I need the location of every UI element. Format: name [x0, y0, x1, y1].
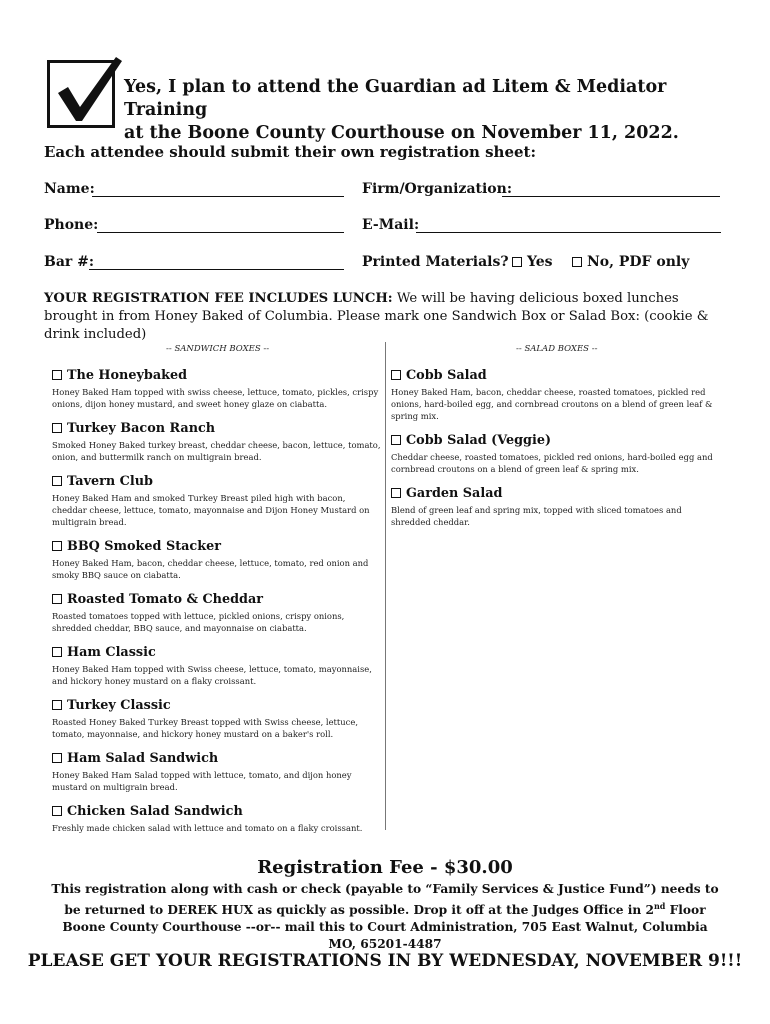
- sandwich-option[interactable]: [52, 645, 382, 687]
- attendance-checkbox[interactable]: [47, 60, 115, 128]
- firm-field[interactable]: [502, 196, 720, 197]
- sandwich-checkbox[interactable]: [52, 753, 62, 763]
- sandwich-name: Roasted Tomato & Cheddar: [52, 592, 382, 607]
- sandwich-description: Honey Baked Ham topped with Swiss cheese, lettuce, tomato, mayonnaise, and hickory honey mustard on a flaky croissant.: [52, 664, 372, 686]
- salad-checkbox[interactable]: [391, 435, 401, 445]
- salad-description: Blend of green leaf and spring mix, topped with sliced tomatoes and shredded cheddar.: [391, 505, 682, 527]
- sandwich-name: Ham Salad Sandwich: [52, 751, 382, 766]
- lunch-intro-text: We will be having delicious boxed lunches brought in from Honey Baked of Columbia. Please mark one Sandwich Box or Salad Box: (cookie & drink included): [44, 291, 709, 342]
- title-line-1: Yes, I plan to attend the Guardian ad Litem & Mediator Training: [124, 77, 667, 120]
- sandwich-option[interactable]: [52, 539, 382, 581]
- sandwich-checkbox[interactable]: [52, 476, 62, 486]
- email-label: E-Mail:: [362, 217, 420, 233]
- sandwich-checkbox[interactable]: [52, 806, 62, 816]
- sandwich-description: Roasted Honey Baked Turkey Breast topped with Swiss cheese, lettuce, tomato, mayonnaise, and hickory honey mustard on a baker's roll.: [52, 717, 358, 739]
- firm-label: Firm/Organization:: [362, 181, 512, 197]
- sandwich-option[interactable]: [52, 698, 382, 740]
- bar-field[interactable]: [89, 269, 344, 270]
- yes-label: Yes: [527, 254, 553, 270]
- instruction-text: Each attendee should submit their own registration sheet:: [44, 143, 537, 161]
- printed-materials-label: Printed Materials?: [362, 254, 509, 270]
- phone-field[interactable]: [97, 232, 344, 233]
- yes-checkbox[interactable]: [512, 257, 522, 267]
- salad-option[interactable]: [391, 368, 721, 422]
- sandwich-checkbox[interactable]: [52, 700, 62, 710]
- return-instructions: This registration along with cash or check (payable to “Family Services & Justice Fund”) needs to be returned to DEREK HUX as quickly as possible. Drop it off at the Judges Office in 2nd Floor Boone County Courthouse --or-- mail this to Court Administration, 705 East Walnut, Columbia MO, 65201-4487: [51, 882, 719, 952]
- name-label: Name:: [44, 181, 95, 197]
- sandwich-option[interactable]: [52, 592, 382, 634]
- sandwich-name: Chicken Salad Sandwich: [52, 804, 382, 819]
- sandwich-checkbox[interactable]: [52, 647, 62, 657]
- sandwich-column-heading: -- SANDWICH BOXES --: [166, 344, 270, 354]
- salad-name: Garden Salad: [391, 486, 721, 501]
- salad-description: Honey Baked Ham, bacon, cheddar cheese, roasted tomatoes, pickled red onions, hard-boiled egg, and cornbread croutons on a blend of green leaf & spring mix.: [391, 387, 713, 421]
- sandwich-option[interactable]: [52, 474, 382, 528]
- sandwich-description: Honey Baked Ham and smoked Turkey Breast piled high with bacon, cheddar cheese, lettuce, tomato, mayonnaise and Dijon Honey Mustard on multigrain bread.: [52, 493, 370, 527]
- lunch-intro: [44, 290, 734, 344]
- sandwich-description: Smoked Honey Baked turkey breast, cheddar cheese, bacon, lettuce, tomato, onion, and buttermilk ranch on multigrain bread.: [52, 440, 381, 462]
- printed-yes-option[interactable]: [512, 254, 553, 270]
- salad-checkbox[interactable]: [391, 488, 401, 498]
- sandwich-option[interactable]: [52, 368, 382, 410]
- sandwich-checkbox[interactable]: [52, 541, 62, 551]
- sandwich-name: Turkey Bacon Ranch: [52, 421, 382, 436]
- sandwich-option[interactable]: [52, 421, 382, 463]
- salad-option[interactable]: [391, 433, 721, 475]
- sandwich-name: BBQ Smoked Stacker: [52, 539, 382, 554]
- name-field[interactable]: [92, 196, 344, 197]
- salad-checkbox[interactable]: [391, 370, 401, 380]
- email-field[interactable]: [416, 232, 721, 233]
- salad-name: Cobb Salad: [391, 368, 721, 383]
- column-divider: [385, 342, 386, 830]
- sandwich-description: Honey Baked Ham Salad topped with lettuce, tomato, and dijon honey mustard on multigrain bread.: [52, 770, 352, 792]
- sandwich-checkbox[interactable]: [52, 370, 62, 380]
- sandwich-name: Turkey Classic: [52, 698, 382, 713]
- sandwich-description: Freshly made chicken salad with lettuce and tomato on a flaky croissant.: [52, 823, 363, 833]
- phone-label: Phone:: [44, 217, 99, 233]
- checkmark-icon: [46, 49, 126, 129]
- bar-label: Bar #:: [44, 254, 95, 270]
- printed-no-option[interactable]: [572, 254, 689, 270]
- sandwich-name: The Honeybaked: [52, 368, 382, 383]
- no-checkbox[interactable]: [572, 257, 582, 267]
- registration-fee-title: Registration Fee - $30.00: [257, 857, 513, 878]
- sandwich-description: Honey Baked Ham topped with swiss cheese, lettuce, tomato, pickles, crispy onions, dijon honey mustard, and sweet honey glaze on ciabatta.: [52, 387, 379, 409]
- sandwich-checkbox[interactable]: [52, 594, 62, 604]
- sandwich-checkbox[interactable]: [52, 423, 62, 433]
- salad-option[interactable]: [391, 486, 721, 528]
- salad-column-heading: -- SALAD BOXES --: [516, 344, 598, 354]
- sandwich-name: Tavern Club: [52, 474, 382, 489]
- sandwich-option[interactable]: [52, 751, 382, 793]
- salad-description: Cheddar cheese, roasted tomatoes, pickled red onions, hard-boiled egg and cornbread croutons on a blend of green leaf & spring mix.: [391, 452, 713, 474]
- title-line-2: at the Boone County Courthouse on November 11, 2022.: [124, 123, 679, 143]
- sandwich-description: Roasted tomatoes topped with lettuce, pickled onions, crispy onions, shredded cheddar, BBQ sauce, and mayonnaise on ciabatta.: [52, 611, 345, 633]
- sandwich-name: Ham Classic: [52, 645, 382, 660]
- sandwich-description: Honey Baked Ham, bacon, cheddar cheese, lettuce, tomato, red onion and smoky BBQ sauce on ciabatta.: [52, 558, 369, 580]
- sandwich-option[interactable]: [52, 804, 382, 834]
- salad-name: Cobb Salad (Veggie): [391, 433, 721, 448]
- page-title: [124, 76, 744, 145]
- no-label: No, PDF only: [587, 254, 690, 270]
- deadline-notice: PLEASE GET YOUR REGISTRATIONS IN BY WEDNESDAY, NOVEMBER 9!!!: [27, 951, 743, 971]
- lunch-intro-bold: YOUR REGISTRATION FEE INCLUDES LUNCH:: [44, 291, 393, 306]
